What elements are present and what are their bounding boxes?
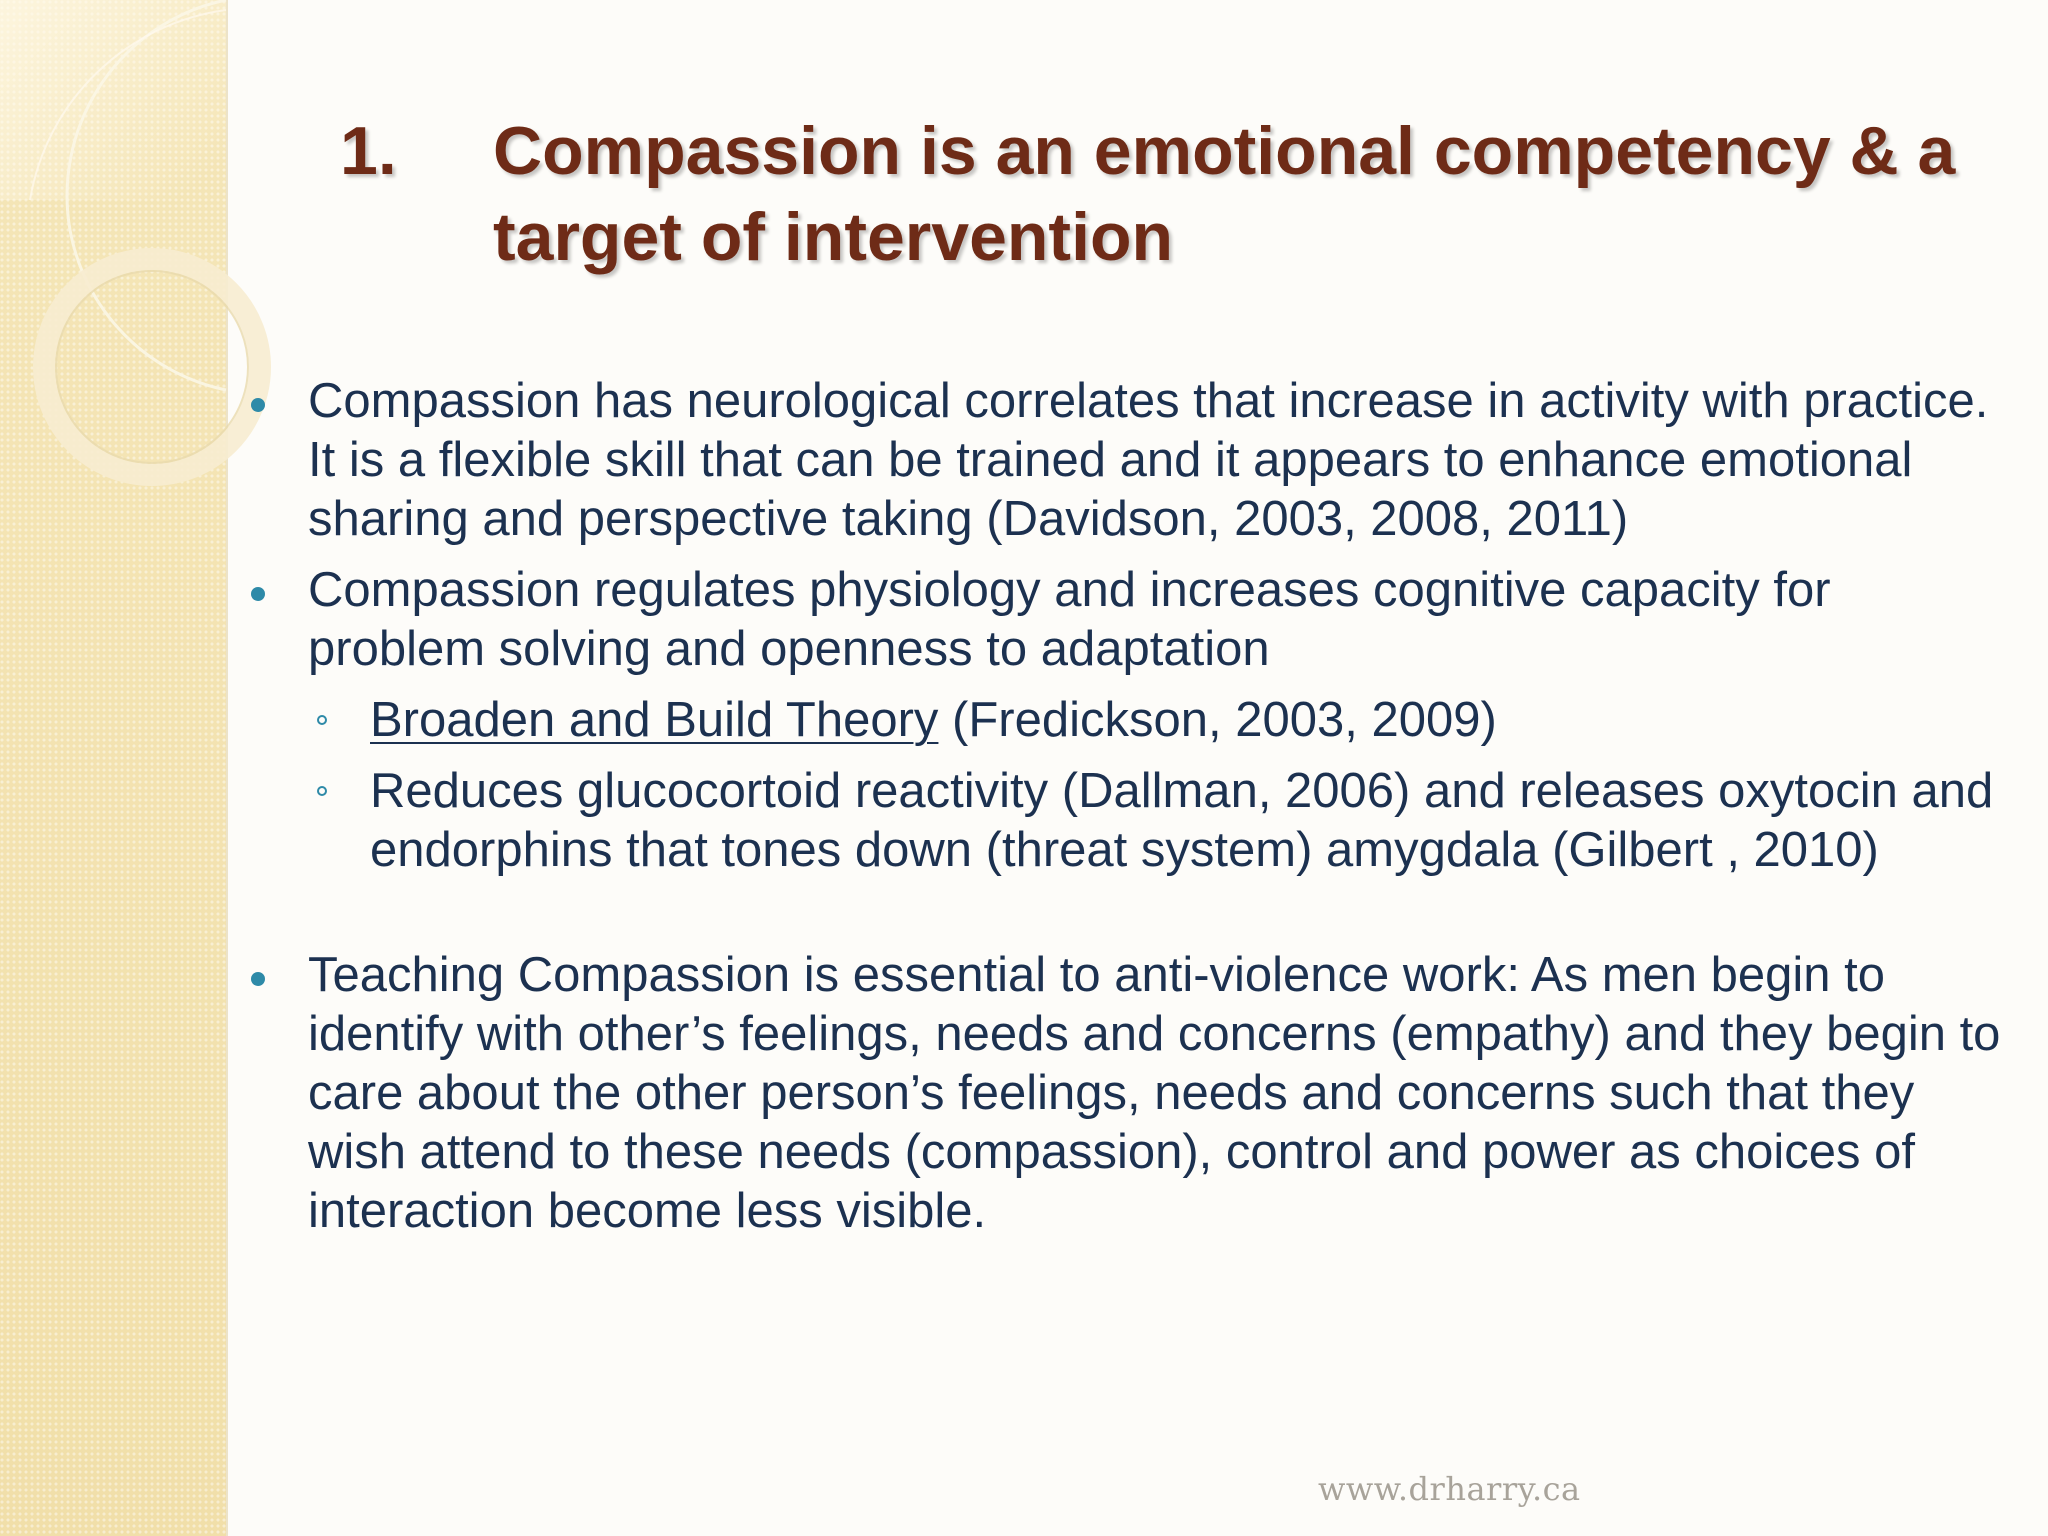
- sub-bullet-item: [240, 691, 2010, 750]
- bullet-text: Teaching Compassion is essential to anti-violence work: As men begin to identify with other’s feelings, needs and concerns (empathy) and they begin to care about the other person’s feelings, needs and concerns such that they wish attend to these needs (compassion), control and power as choices of interaction become less visible.: [308, 948, 2001, 1238]
- large-arc: [67, 0, 226, 390]
- slide-title: [340, 108, 1980, 280]
- bullet-item: [240, 561, 2010, 679]
- bullet-item: [240, 946, 2010, 1241]
- bullet-text: Compassion regulates physiology and increases cognitive capacity for problem solving and openness to adaptation: [308, 563, 1831, 676]
- sub-bullet-text: Reduces glucocortoid reactivity (Dallman, 2006) and releases oxytocin and endorphins that tones down (threat system) amygdala (Gilbert , 2010): [370, 764, 1994, 877]
- bullet-dot-icon: [251, 587, 265, 601]
- title-text: Compassion is an emotional competency & a target of intervention: [493, 113, 1956, 275]
- sub-bullet-ring-icon: [317, 715, 327, 725]
- upper-arc-light: [30, 10, 226, 200]
- broaden-build-theory-link[interactable]: Broaden and Build Theory: [370, 693, 939, 747]
- sub-bullet-ring-icon: [317, 786, 327, 796]
- bullet-item: [240, 372, 2010, 549]
- bullet-dot-icon: [251, 972, 265, 986]
- small-ring: [44, 259, 260, 475]
- slide-content: [240, 372, 2010, 1253]
- bullet-dot-icon: [251, 398, 265, 412]
- sub-bullet-item: [240, 762, 2010, 880]
- sub-bullet-text: (Fredickson, 2003, 2009): [938, 693, 1497, 747]
- footer-url: www.drharry.ca: [1318, 1470, 1581, 1508]
- bullet-text: Compassion has neurological correlates that increase in activity with practice. It is a flexible skill that can be trained and it appears to enhance emotional sharing and perspective taking (Davidson, 2003, 2008, 2011): [308, 374, 1989, 546]
- small-ring-inner: [56, 271, 248, 463]
- title-number: 1.: [340, 113, 397, 189]
